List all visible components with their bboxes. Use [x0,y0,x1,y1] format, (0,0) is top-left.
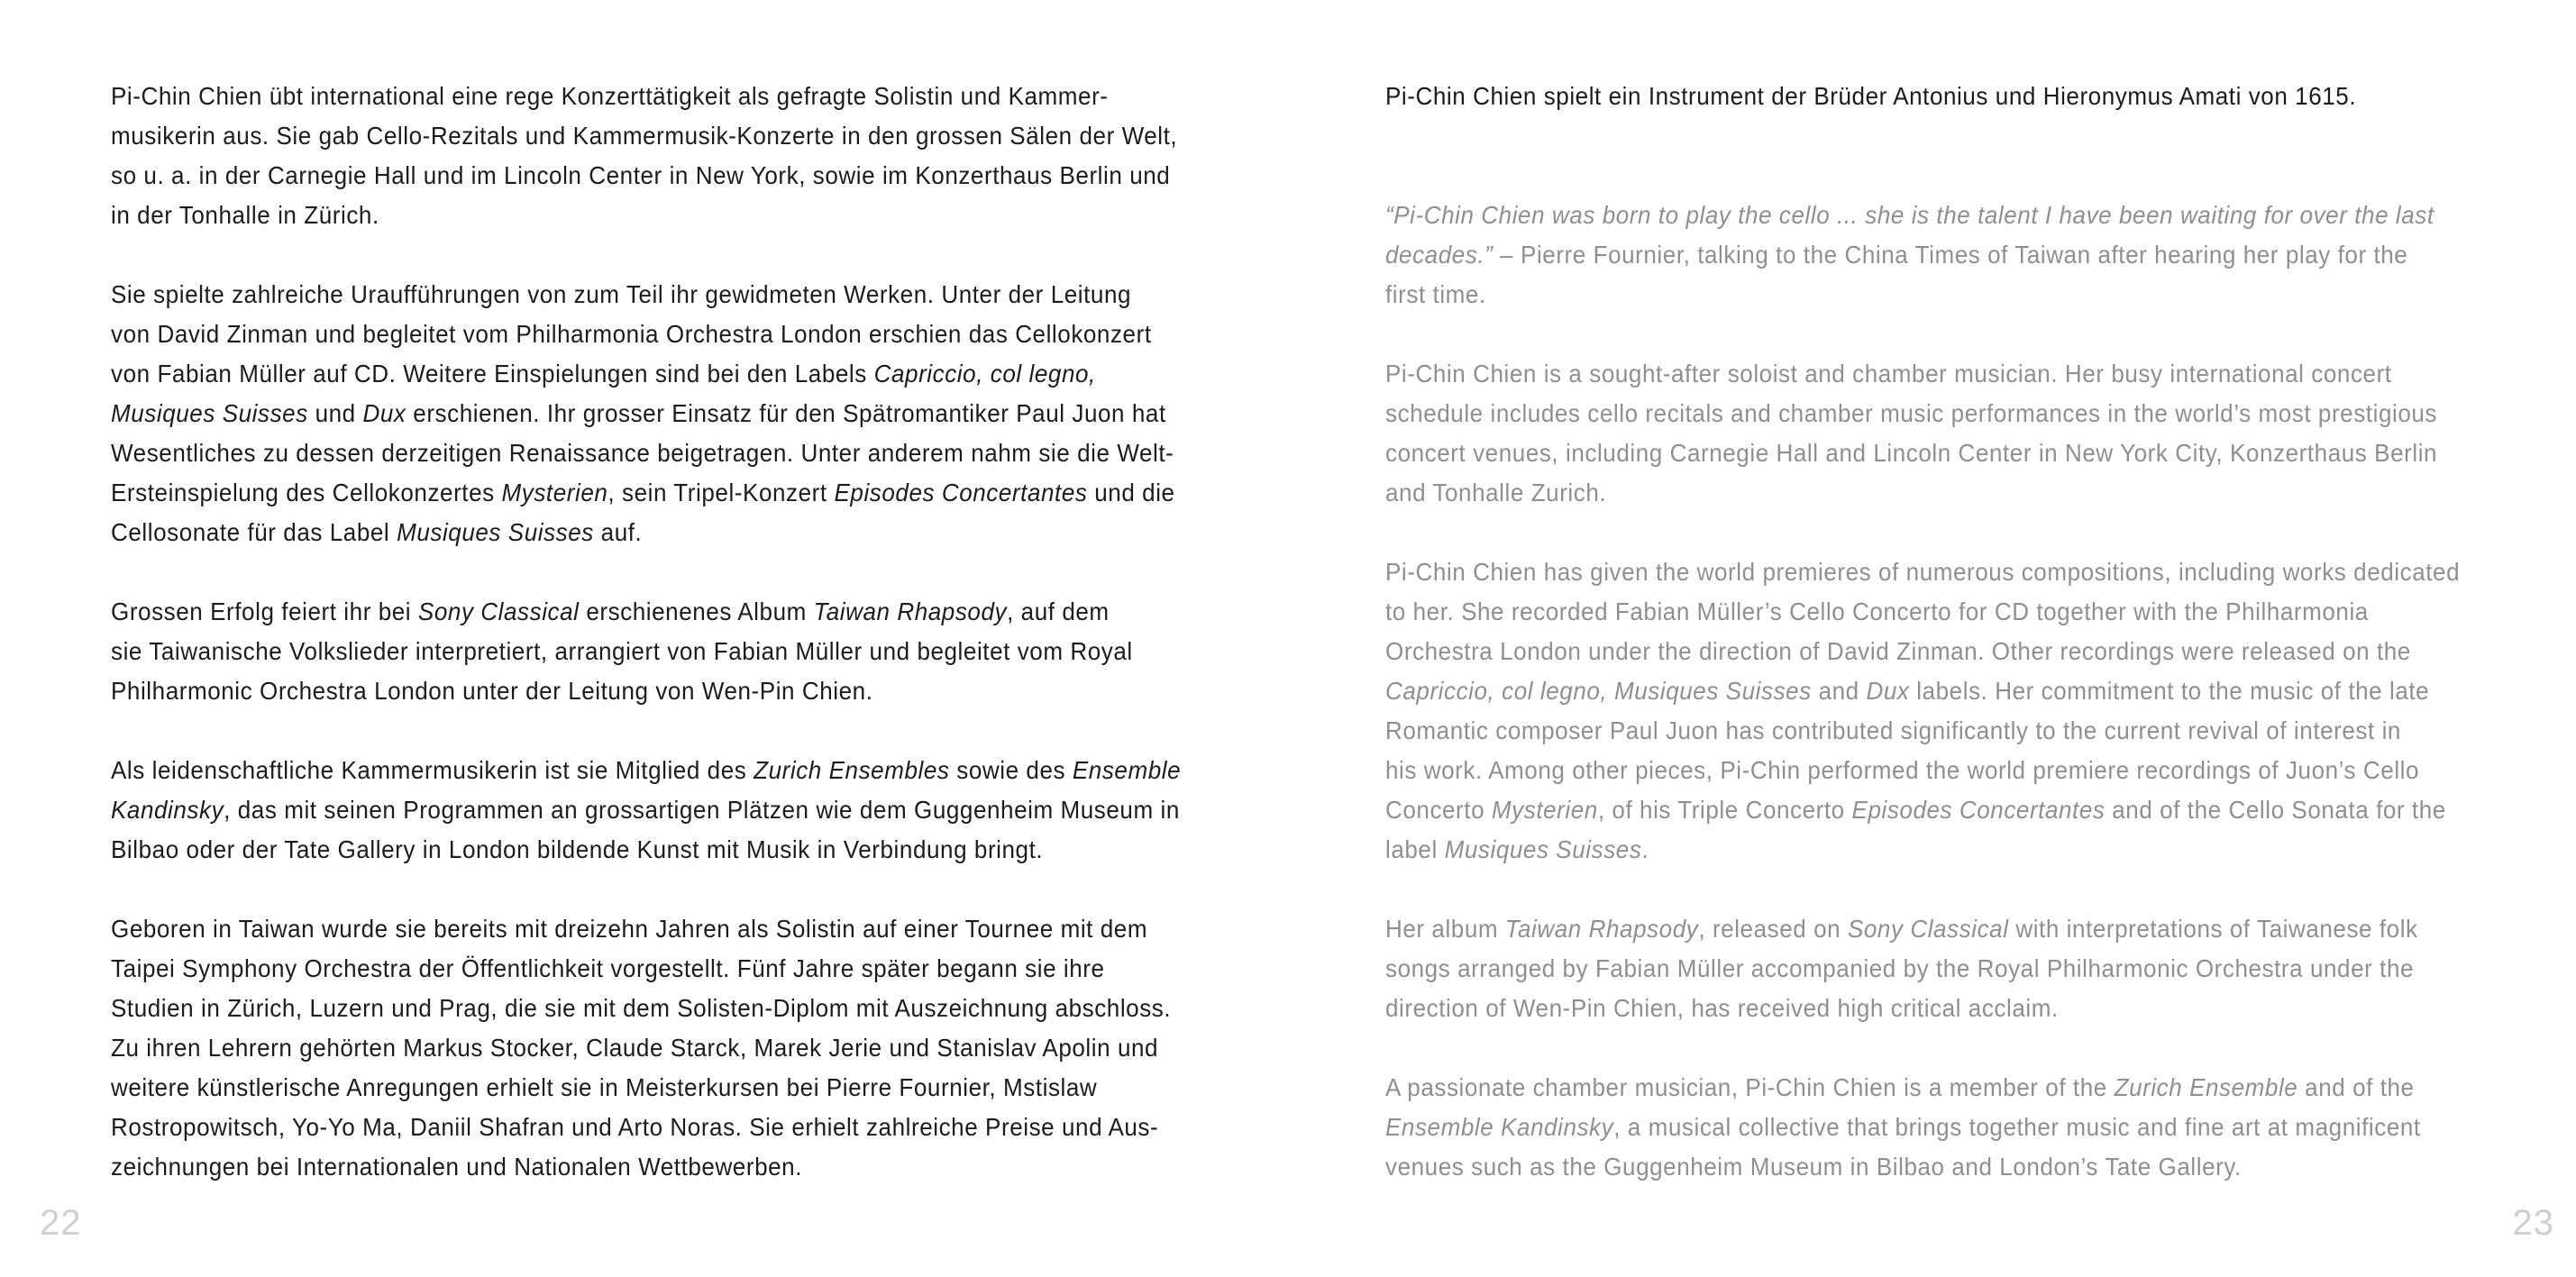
text-run: Pi-Chin Chien spielt ein Instrument der Brüder Antonius und Hieronymus Amati von 1615. [1385,82,2357,110]
biography-paragraph-en [1385,909,2507,1028]
italic-text: Sony Classical [1847,915,2009,943]
german-biography-column [111,77,1224,1227]
text-line [1385,711,2507,751]
text-run: to her. She recorded Fabian Müller’s Cello Concerto for CD together with the Philharmonia [1385,597,2369,625]
text-line [111,473,1219,513]
text-run: Studien in Zürich, Luzern und Prag, die sie mit dem Solisten-Diplom mit Auszeichnung abschloss. [111,994,1172,1022]
biography-paragraph-de [111,592,1219,711]
text-line [1385,949,2507,989]
italic-text: Taiwan Rhapsody [1504,915,1699,943]
text-run: Her album [1385,915,1505,943]
text-line [111,1108,1219,1147]
text-run: Als leidenschaftliche Kammermusikerin ist sie Mitglied des [111,756,754,784]
text-run: und die [1087,479,1175,506]
fournier-quote [1385,196,2507,315]
text-run: direction of Wen-Pin Chien, has received high critical acclaim. [1385,994,2059,1022]
text-line [1385,830,2507,870]
text-run: first time. [1385,280,1486,308]
text-run: , sein Tripel-Konzert [607,479,835,506]
text-line [111,315,1219,354]
italic-text: Episodes Concertantes [834,479,1088,506]
text-line [111,949,1219,989]
text-line [1385,235,2507,275]
text-line [1385,77,2507,116]
text-run: Concerto [1385,796,1492,824]
text-run: Cellosonate für das Label [111,518,397,546]
text-line [1385,433,2507,473]
italic-text: “Pi-Chin Chien was born to play the cello ... she is the talent I have been waiting for over the last [1385,201,2434,229]
italic-text: Mysterien [1491,796,1598,824]
text-line [111,632,1219,671]
text-run: with interpretations of Taiwanese folk [2008,915,2418,943]
text-run: – Pierre Fournier, talking to the China Times of Taiwan after hearing her play for the [1493,241,2408,269]
italic-text: Dux [1866,677,1910,705]
text-run: Philharmonic Orchestra London unter der Leitung von Wen-Pin Chien. [111,677,873,705]
biography-paragraph-en [1385,354,2507,513]
text-run: , auf dem [1007,597,1110,625]
text-run: label [1385,835,1445,863]
text-line [1385,275,2507,315]
text-run: von Fabian Müller auf CD. Weitere Einspielungen sind bei den Labels [111,360,874,388]
paragraph-spacer [1385,156,2512,196]
text-run: Bilbao oder der Tate Gallery in London bildende Kunst mit Musik in Verbindung bringt. [111,835,1044,863]
text-run: erschienenes Album [579,597,814,625]
italic-text: Sony Classical [417,597,580,625]
text-run: Pi-Chin Chien übt international eine rege Konzerttätigkeit als gefragte Solistin und Kammer- [111,82,1109,110]
biography-paragraph-de [111,909,1219,1187]
text-line [1385,1068,2507,1108]
text-line [111,196,1219,235]
text-line [111,1068,1219,1108]
text-line [1385,909,2507,949]
text-run: musikerin aus. Sie gab Cello-Rezitals und Kammermusik-Konzerte in den grossen Sälen der Welt, [111,122,1178,150]
text-line [111,909,1219,949]
text-run: , das mit seinen Programmen an grossartigen Plätzen wie dem Guggenheim Museum in [224,796,1180,824]
text-line [1385,473,2507,513]
right-page [1288,0,2576,1277]
text-run: von David Zinman und begleitet vom Philharmonia Orchestra London erschien das Cellokonzert [111,320,1152,348]
instrument-note [1385,77,2507,116]
italic-text: decades.” [1385,241,1494,269]
text-run: labels. Her commitment to the music of the late [1909,677,2430,705]
text-line [111,77,1219,116]
italic-text: Capriccio, col legno, Musiques Suisses [1385,677,1812,705]
text-run: und [307,399,363,427]
text-run: Rostropowitsch, Yo-Yo Ma, Daniil Shafran und Arto Noras. Sie erhielt zahlreiche Preise und Aus- [111,1113,1159,1141]
text-line [1385,671,2507,711]
italic-text: Zurich Ensembles [754,756,950,784]
italic-text: Musiques Suisses [1444,835,1642,863]
italic-text: Zurich Ensemble [2114,1073,2298,1101]
text-run: Pi-Chin Chien is a sought-after soloist and chamber musician. Her busy international concert [1385,360,2392,388]
text-run: Wesentliches zu dessen derzeitigen Renaissance beigetragen. Unter anderem nahm sie die Welt- [111,439,1174,467]
text-line [111,1028,1219,1068]
text-run: auf. [593,518,643,546]
text-line [111,116,1219,156]
text-run: Zu ihren Lehrern gehörten Markus Stocker, Claude Starck, Marek Jerie und Stanislav Apolin und [111,1034,1159,1062]
italic-text: Musiques Suisses [397,518,594,546]
italic-text: Taiwan Rhapsody [813,597,1008,625]
biography-paragraph-en [1385,1068,2507,1187]
text-line [111,751,1219,790]
italic-text: Musiques Suisses [111,399,308,427]
text-run: sie Taiwanische Volkslieder interpretiert, arrangiert von Fabian Müller und begleitet vom Royal [111,637,1133,665]
text-line [111,671,1219,711]
text-run: Grossen Erfolg feiert ihr bei [111,597,418,625]
text-line [111,354,1219,394]
text-line [111,830,1219,870]
italic-text: Capriccio, col legno, [873,360,1096,388]
page-number-right: 23 [2512,1203,2554,1243]
italic-text: Mysterien [501,479,608,506]
text-run: , released on [1698,915,1848,943]
text-run: Pi-Chin Chien has given the world premieres of numerous compositions, including works dedicated [1385,558,2461,586]
text-run: Ersteinspielung des Cellokonzertes [111,479,502,506]
page-number-left: 22 [40,1203,82,1243]
text-line [1385,196,2507,235]
biography-paragraph-de [111,275,1219,552]
text-run: and of the [2297,1073,2415,1101]
text-line [1385,354,2507,394]
text-run: songs arranged by Fabian Müller accompanied by the Royal Philharmonic Orchestra under the [1385,954,2415,982]
text-line [111,592,1219,632]
text-line [1385,989,2507,1028]
text-run: , a musical collective that brings together music and fine art at magnificent [1613,1113,2421,1141]
text-run: and Tonhalle Zurich. [1385,479,1607,506]
text-run: erschienen. Ihr grosser Einsatz für den Spätromantiker Paul Juon hat [406,399,1166,427]
text-run: and [1811,677,1867,705]
text-line [111,156,1219,196]
text-line [111,433,1219,473]
text-run: Orchestra London under the direction of David Zinman. Other recordings were released on the [1385,637,2411,665]
text-line [111,513,1219,552]
english-biography-column [1385,77,2512,1227]
text-run: Geboren in Taiwan wurde sie bereits mit dreizehn Jahren als Solistin auf einer Tournee mit dem [111,915,1148,943]
text-line [1385,751,2507,790]
italic-text: Ensemble [1072,756,1182,784]
text-run: weitere künstlerische Anregungen erhielt sie in Meisterkursen bei Pierre Fournier, Mstislaw [111,1073,1098,1101]
biography-paragraph-de [111,751,1219,870]
text-line [1385,1147,2507,1187]
italic-text: Dux [362,399,406,427]
text-line [1385,592,2507,632]
text-run: so u. a. in der Carnegie Hall und im Lincoln Center in New York, sowie im Konzerthaus Berlin und [111,161,1171,189]
text-line [1385,1108,2507,1147]
text-line [1385,632,2507,671]
text-line [111,275,1219,315]
text-line [1385,552,2507,592]
text-line [111,394,1219,433]
italic-text: Episodes Concertantes [1851,796,2106,824]
biography-paragraph-de [111,77,1219,235]
italic-text: Kandinsky [111,796,224,824]
text-line [1385,394,2507,433]
text-run: schedule includes cello recitals and chamber music performances in the world’s most prestigious [1385,399,2437,427]
text-run: . [1641,835,1649,863]
italic-text: Ensemble Kandinsky [1385,1113,1614,1141]
text-line [1385,790,2507,830]
text-run: , of his Triple Concerto [1597,796,1852,824]
text-run: concert venues, including Carnegie Hall and Lincoln Center in New York City, Konzerthaus Berlin [1385,439,2438,467]
text-run: sowie des [949,756,1073,784]
text-line [111,989,1219,1028]
text-run: in der Tonhalle in Zürich. [111,201,379,229]
text-run: venues such as the Guggenheim Museum in Bilbao and London’s Tate Gallery. [1385,1153,2242,1181]
text-run: zeichnungen bei Internationalen und Nationalen Wettbewerben. [111,1153,802,1181]
text-run: Sie spielte zahlreiche Uraufführungen von zum Teil ihr gewidmeten Werken. Unter der Leitung [111,280,1132,308]
text-line [111,1147,1219,1187]
text-run: Taipei Symphony Orchestra der Öffentlichkeit vorgestellt. Fünf Jahre später begann sie ihre [111,954,1105,982]
text-run: A passionate chamber musician, Pi-Chin Chien is a member of the [1385,1073,2115,1101]
text-run: his work. Among other pieces, Pi-Chin performed the world premiere recordings of Juon’s Cello [1385,756,2420,784]
text-run: and of the Cello Sonata for the [2105,796,2446,824]
text-line [111,790,1219,830]
text-run: Romantic composer Paul Juon has contributed significantly to the current revival of interest in [1385,716,2401,744]
biography-paragraph-en [1385,552,2507,870]
